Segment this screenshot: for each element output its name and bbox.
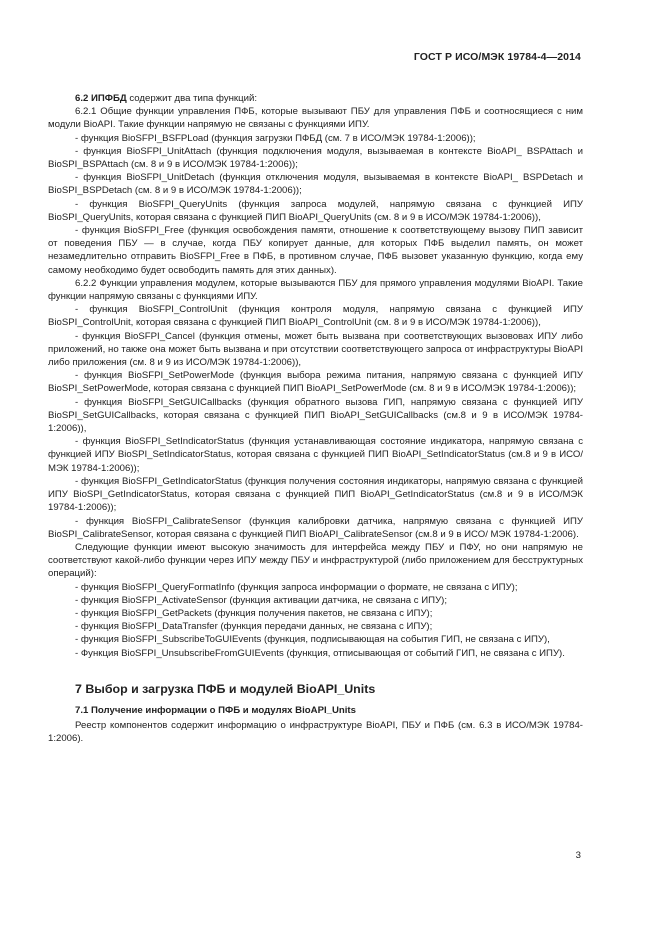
body-paragraph: Следующие функции имеют высокую значимость для интерфейса между ПБУ и ПФУ, но они напрямую не соответствуют какой-либо функции через ИПУ между ПБУ и инфраструктурой (либо приложением для бесструктурных операций): <box>48 541 583 580</box>
body-paragraph: 6.2.1 Общие функции управления ПФБ, которые вызывают ПБУ для управления ПФБ и соотносящиеся с ним модули BioAPI. Такие функции напрямую не связаны с функциями ИПУ. <box>48 106 583 131</box>
subsection-heading: 7.1 Получение информации о ПФБ и модулях BioAPI_Units <box>75 704 356 716</box>
body-paragraph: - функция BioSFPI_SubscribeToGUIEvents (функция, подписывающая на события ГИП, не связана с ИПУ), <box>75 634 550 646</box>
body-paragraph: - функция BioSFPI_ControlUnit (функция контроля модуля, напрямую связана с функцией ИПУ BioSPI_ControlUnit, которая связана с функцией ПИП BioAPI_ControlUnit (см. 8 и 9 в ИСО/МЭК 19784-1:2006)), <box>48 304 583 329</box>
body-paragraph: - функция BioSFPI_SetPowerMode (функция выбора режима питания, напрямую связана с функцией ИПУ BioSPI_SetPowerMode, которая связана с функцией ПИП BioAPI_SetPowerMode (см. 8 и 9 в ИСО/МЭК 19784-1:2006)); <box>48 370 583 395</box>
intro-paragraph <box>48 92 583 105</box>
section-paragraph: Реестр компонентов содержит информацию о инфраструктуре BioAPI, ПБУ и ПФБ (см. 6.3 в ИСО/МЭК 19784-1:2006). <box>48 719 583 745</box>
body-paragraph: - функция BioSFPI_DataTransfer (функция передачи данных, не связана с ИПУ); <box>75 621 433 633</box>
body-paragraph: - функция BioSFPI_SetIndicatorStatus (функция устанавливающая состояние индикатора, напрямую связана с функцией ИПУ BioSPI_SetIndicatorStatus, которая связана с функцией ПИП BioAPI_SetIndicatorStatus (см.8 и 9 в ИСО/МЭК 19784-1:2006)); <box>48 436 583 474</box>
body-paragraph: - функция BioSFPI_GetPackets (функция получения пакетов, не связана с ИПУ); <box>75 607 433 619</box>
paragraph-list <box>48 105 583 660</box>
body-paragraph: 6.2.2 Функции управления модулем, которые вызываются ПБУ для прямого управления модулями BioAPI. Такие функции напрямую связаны с функциями ИПУ. <box>48 277 583 303</box>
body-paragraph: - функция BioSFPI_UnitAttach (функция подключения модуля, вызываемая в контексте BioAPI_ BSPAttach и BioSPI_BSPAttach (см. 8 и 9 в ИСО/МЭК 19784-1:2006)); <box>48 145 583 171</box>
document-header: ГОСТ Р ИСО/МЭК 19784-4—2014 <box>413 51 581 63</box>
body-paragraph: - функция BioSFPI_QueryFormatInfo (функция запроса информации о формате, не связана с ИПУ); <box>75 581 518 593</box>
body-paragraph: - функция BioSFPI_SetGUICallbacks (функция обратного вызова ГИП, напрямую связана с функцией ИПУ BioSPI_SetGUICallbacks, которая связана с функцией ПИП BioAPI_SetGUICallbacks (см.8 и 9 в ИСО/МЭК 19784-1:2006)), <box>48 396 583 435</box>
intro-rest: содержит два типа функций: <box>126 93 258 104</box>
body-paragraph: - функция BioSFPI_QueryUnits (функция запроса модулей, напрямую связана с функцией ИПУ BioSPI_QueryUnits, которая связана с функцией ПИП BioAPI_QueryUnits (см. 8 и 9 в ИСО/МЭК 19784-1:2006)), <box>48 198 583 223</box>
body-paragraph: - функция BioSFPI_CalibrateSensor (функция калибровки датчика, напрямую связана с функцией ИПУ BioSPI_CalibrateSensor, которая связана с функцией ПИП BioAPI_CalibrateSensor (см.8 и 9 в ИСО/ МЭК 19784-1:2006). <box>48 515 583 540</box>
body-paragraph: - функция BioSFPI_Free (функция освобождения памяти, отношение к соответствующему вызову ПИП зависит от поведения ПБУ — в случае, когда ПБУ копирует данные, для которых ПФБ выделил память, он может незамедлительно отправить BioSFPI_Free в ПФБ, в противном случае, ПФБ вызовет указанную функцию, когда ему самому необходимо будет освободить память для этих данных). <box>48 225 583 276</box>
body-paragraph: - функция BioSFPI_BSFPLoad (функция загрузки ПФБД (см. 7 в ИСО/МЭК 19784-1:2006)); <box>75 132 476 144</box>
body-paragraph: - функция BioSFPI_Cancel (функция отмены, может быть вызвана при соответствующих вызововах ИПУ либо приложений, но также она может быть вызвана и при отсутствии соответствующего запроса от инфраструктуры BioAPI либо приложения (см. 8 и 9 из ИСО/МЭК 19784-1:2006)), <box>48 330 583 369</box>
page-number: 3 <box>575 850 581 861</box>
body-paragraph: - Функция BioSFPI_UnsubscribeFromGUIEvents (функция, отписывающая от событий ГИП, не связана с ИПУ). <box>75 647 565 659</box>
body-paragraph: - функция BioSFPI_GetIndicatorStatus (функция получения состояния индикаторы, напрямую связана с функцией ИПУ BioSPI_GetIndicatorStatus, которая связана с функцией ПИП BioAPI_GetIndicatorStatus (см.8 и 9 в ИСО/МЭК 19784-1:2006)); <box>48 475 583 514</box>
section-heading: 7 Выбор и загрузка ПФБ и модулей BioAPI_Units <box>75 681 376 696</box>
document-body <box>48 92 583 745</box>
intro-bold: 6.2 ИПФБД <box>75 93 127 104</box>
body-paragraph: - функция BioSFPI_UnitDetach (функция отключения модуля, вызываемая в контексте BioAPI_ BSPDetach и BioSPI_BSPDetach (см. 8 и 9 в ИСО/МЭК 19784-1:2006)); <box>48 172 583 197</box>
body-paragraph: - функция BioSFPI_ActivateSensor (функция активации датчика, не связана с ИПУ); <box>75 594 448 606</box>
